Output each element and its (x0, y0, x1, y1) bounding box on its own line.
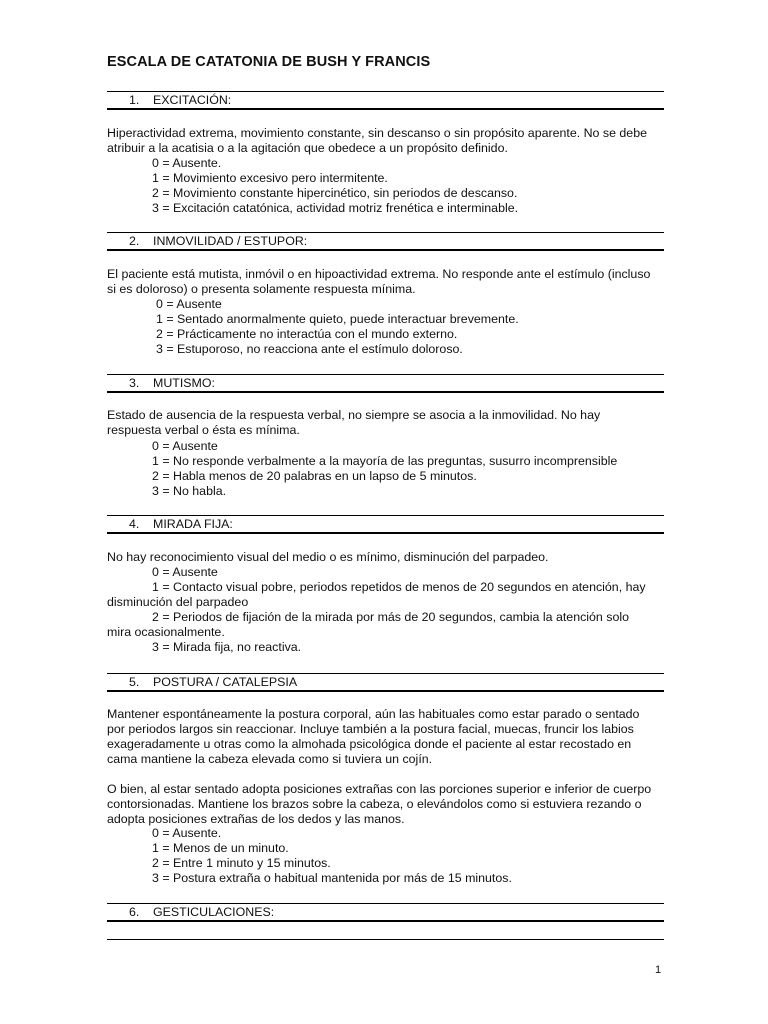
section-header-mutismo (107, 374, 664, 393)
score-item: 1 = Movimiento excesivo pero intermitente. (152, 171, 388, 185)
score-item: 2 = Prácticamente no interactúa con el mundo externo. (156, 327, 458, 341)
score-item: 3 = Mirada fija, no reactiva. (152, 640, 302, 654)
section-description-line: contorsionadas. Mantiene los brazos sobre la cabeza, o elevándolos como si estuviera rezando o (107, 797, 642, 811)
section-description-line: atribuir a la acatisia o a la agitación que obedece a un propósito definido. (107, 141, 508, 155)
section-description-line: adopta posiciones extrañas de los dedos y las manos. (107, 812, 405, 826)
section-number: 5. (129, 675, 140, 689)
section-description-line: El paciente está mutista, inmóvil o en hipoactividad extrema. No responde ante el estímulo (incluso (107, 267, 651, 281)
score-item-continuation: mira ocasionalmente. (107, 625, 225, 639)
section-header-inmovilidad (107, 232, 664, 251)
section-number: 2. (129, 234, 140, 248)
section-number: 6. (129, 905, 140, 919)
score-item: 2 = Habla menos de 20 palabras en un lapso de 5 minutos. (152, 469, 477, 483)
section-description-line: O bien, al estar sentado adopta posiciones extrañas con las porciones superior e inferior de cuerpo (107, 782, 652, 796)
section-description-line: por periodos largos sin reaccionar. Incluye también a la postura facial, muecas, fruncir los labios (107, 722, 634, 736)
section-label: INMOVILIDAD / ESTUPOR: (153, 234, 308, 248)
section-description-line: Estado de ausencia de la respuesta verbal, no siempre se asocia a la inmovilidad. No hay (107, 408, 601, 422)
score-item: 3 = Postura extraña o habitual mantenida por más de 15 minutos. (152, 871, 512, 885)
section-description-line: No hay reconocimiento visual del medio o es mínimo, disminución del parpadeo. (107, 550, 549, 564)
score-item: 2 = Entre 1 minuto y 15 minutos. (152, 856, 331, 870)
divider-line (107, 939, 664, 940)
score-item: 3 = No habla. (152, 484, 227, 498)
section-number: 3. (129, 376, 140, 390)
section-number: 1. (129, 93, 140, 107)
section-label: POSTURA / CATALEPSIA (153, 675, 298, 689)
score-item: 0 = Ausente (152, 565, 218, 579)
section-description-line: cama mantiene la cabeza elevada como si tuviera un cojín. (107, 752, 433, 766)
score-item: 0 = Ausente (152, 439, 218, 453)
section-label: GESTICULACIONES: (153, 905, 275, 919)
section-description-line: si es doloroso) o presenta solamente respuesta mínima. (107, 282, 416, 296)
section-header-excitacion (107, 91, 664, 110)
section-header-gesticulaciones (107, 903, 664, 922)
section-header-mirada-fija (107, 515, 664, 534)
score-item: 2 = Periodos de fijación de la mirada por más de 20 segundos, cambia la atención solo (152, 610, 629, 624)
score-item: 0 = Ausente (156, 297, 222, 311)
section-header-postura (107, 673, 664, 692)
score-item: 3 = Estuporoso, no reacciona ante el estímulo doloroso. (156, 342, 463, 356)
section-description-line: exageradamente u otras como la almohada psicológica donde el paciente al estar recostado en (107, 737, 632, 751)
score-item: 1 = Contacto visual pobre, periodos repetidos de menos de 20 segundos en atención, hay (152, 580, 646, 594)
section-description-line: respuesta verbal o ésta es mínima. (107, 423, 300, 437)
score-item-continuation: disminución del parpadeo (107, 595, 249, 609)
score-item: 1 = Sentado anormalmente quieto, puede interactuar brevemente. (156, 312, 519, 326)
score-item: 3 = Excitación catatónica, actividad motriz frenética e interminable. (152, 201, 519, 215)
score-item: 1 = Menos de un minuto. (152, 841, 289, 855)
section-label: EXCITACIÓN: (153, 93, 232, 107)
section-description-line: Hiperactividad extrema, movimiento constante, sin descanso o sin propósito aparente. No se debe (107, 126, 647, 140)
score-item: 2 = Movimiento constante hipercinético, sin periodos de descanso. (152, 186, 518, 200)
score-item: 0 = Ausente. (152, 826, 222, 840)
section-label: MIRADA FIJA: (153, 517, 233, 531)
section-description-line: Mantener espontáneamente la postura corporal, aún las habituales como estar parado o sentado (107, 707, 640, 721)
score-item: 1 = No responde verbalmente a la mayoría de las preguntas, susurro incomprensible (152, 454, 618, 468)
score-item: 0 = Ausente. (152, 156, 222, 170)
section-label: MUTISMO: (153, 376, 215, 390)
section-number: 4. (129, 517, 140, 531)
document-title: ESCALA DE CATATONIA DE BUSH Y FRANCIS (107, 54, 431, 70)
page-number: 1 (655, 964, 662, 976)
